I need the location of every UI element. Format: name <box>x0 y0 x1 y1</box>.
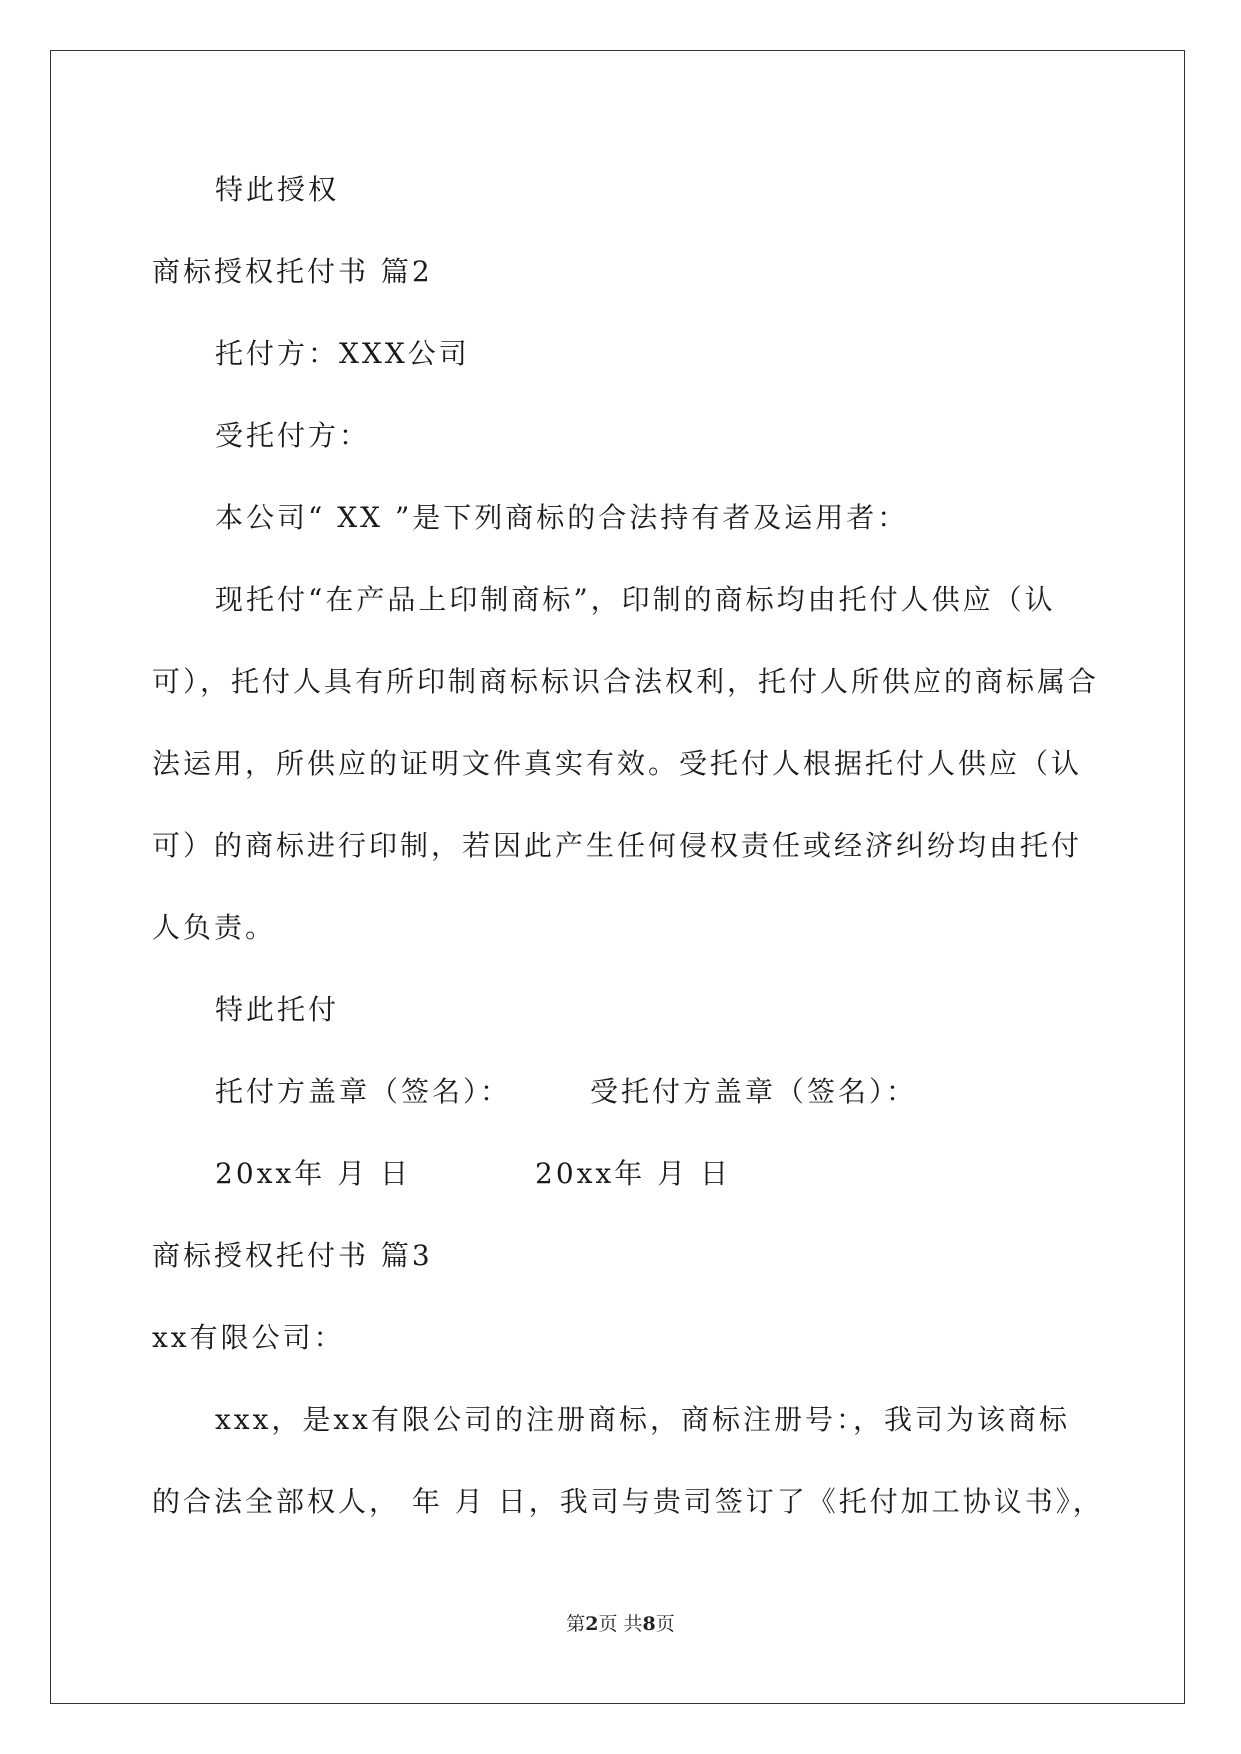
text-line: xx有限公司： <box>152 1321 345 1354</box>
text-line: 可）的商标进行印制，若因此产生任何侵权责任或经济纠纷均由托付 <box>152 829 1083 862</box>
date-line: 20xx年 月 日 <box>215 1157 412 1190</box>
section-heading: 商标授权托付书 篇2 <box>152 255 433 288</box>
footer-total-pages: 8 <box>642 1613 656 1635</box>
footer-suffix: 页 <box>655 1613 675 1635</box>
text-line: 托付方：XXX公司 <box>215 337 470 370</box>
text-line: 人负责。 <box>152 911 277 944</box>
text-line: 受托付方： <box>215 419 371 452</box>
footer-prefix: 第 <box>566 1613 586 1635</box>
footer-middle: 页 共 <box>598 1613 643 1635</box>
text-line: 现托付“在产品上印制商标”，印制的商标均由托付人供应（认 <box>215 583 1056 616</box>
page-footer <box>0 1612 1241 1636</box>
text-line: 可），托付人具有所印制商标标识合法权利，托付人所供应的商标属合 <box>152 665 1100 698</box>
date-line: 20xx年 月 日 <box>535 1157 732 1190</box>
signature-label: 托付方盖章（签名）： <box>215 1075 512 1108</box>
text-line: 特此托付 <box>215 993 340 1026</box>
page-border <box>50 50 1185 1704</box>
text-line: 法运用，所供应的证明文件真实有效。受托付人根据托付人供应（认 <box>152 747 1083 780</box>
footer-page-number: 2 <box>585 1613 599 1635</box>
text-line: 本公司“ XX ”是下列商标的合法持有者及运用者： <box>215 501 909 534</box>
text-line: 特此授权 <box>215 173 340 206</box>
text-line: xxx，是xx有限公司的注册商标，商标注册号：，我司为该商标 <box>215 1403 1070 1436</box>
text-line: 的合法全部权人， 年 月 日，我司与贵司签订了《托付加工协议书》， <box>152 1485 1104 1518</box>
signature-label: 受托付方盖章（签名）： <box>590 1075 918 1108</box>
section-heading: 商标授权托付书 篇3 <box>152 1239 433 1272</box>
